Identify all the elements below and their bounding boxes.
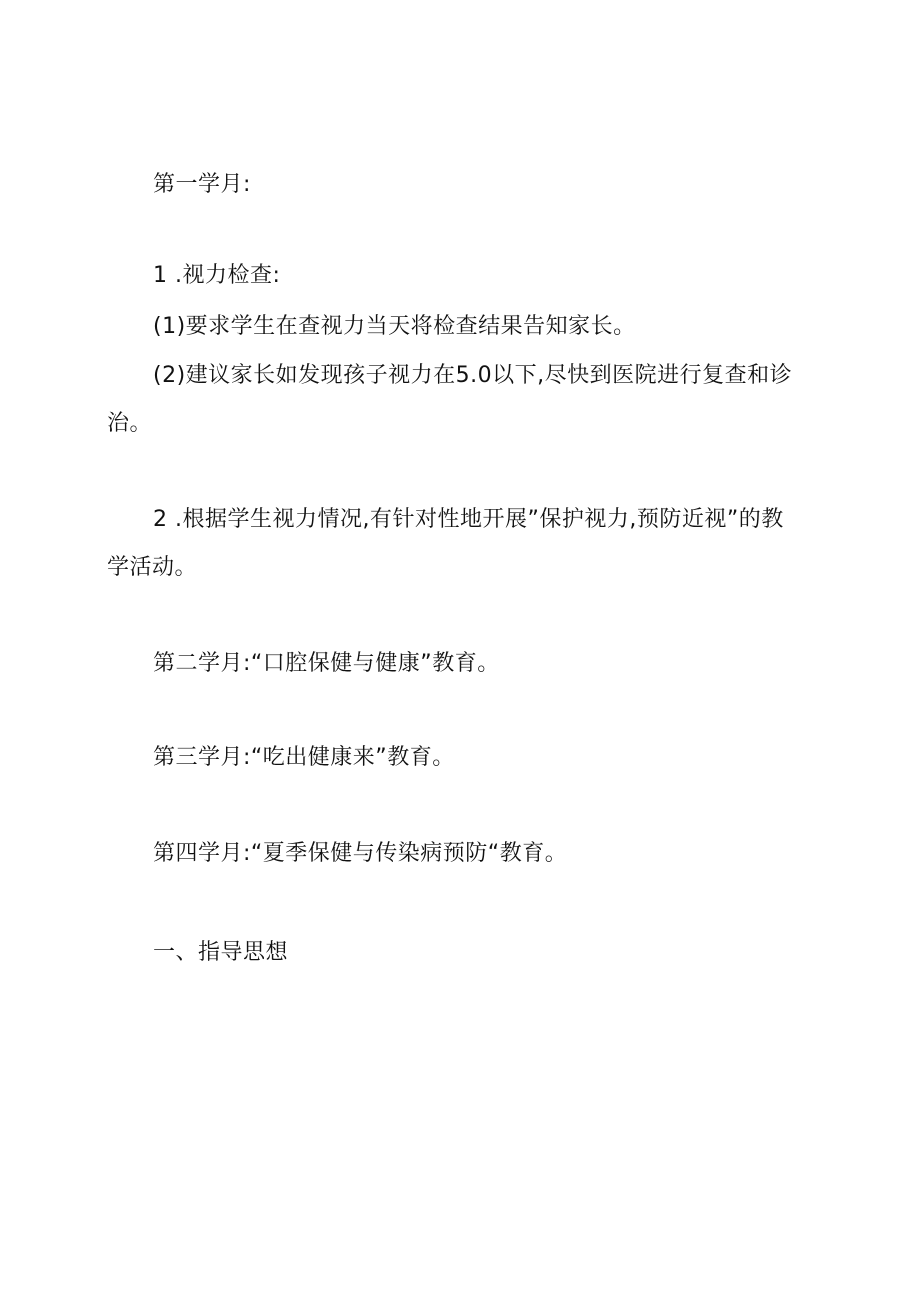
item2-line1: 2 .根据学生视力情况,有针对性地开展”保护视力,预防近视”的教 [153,507,784,532]
item1-sub2-line2: 治。 [107,411,153,436]
item1-title: 1 .视力检查: [153,263,281,288]
item1-sub2-line1: (2)建议家长如发现孩子视力在5.0以下,尽快到医院进行复查和诊 [153,363,793,388]
item2-line2: 学活动。 [107,555,198,580]
month3-item: 第三学月:“吃出健康来”教育。 [153,745,455,770]
month4-item: 第四学月:“夏季保健与传染病预防“教育。 [153,841,568,866]
month2-item: 第二学月:“口腔保健与健康”教育。 [153,651,500,676]
section-heading: 一、指导思想 [153,940,289,965]
month1-heading: 第一学月: [153,172,251,197]
item1-sub1: (1)要求学生在查视力当天将检查结果告知家长。 [153,314,636,339]
